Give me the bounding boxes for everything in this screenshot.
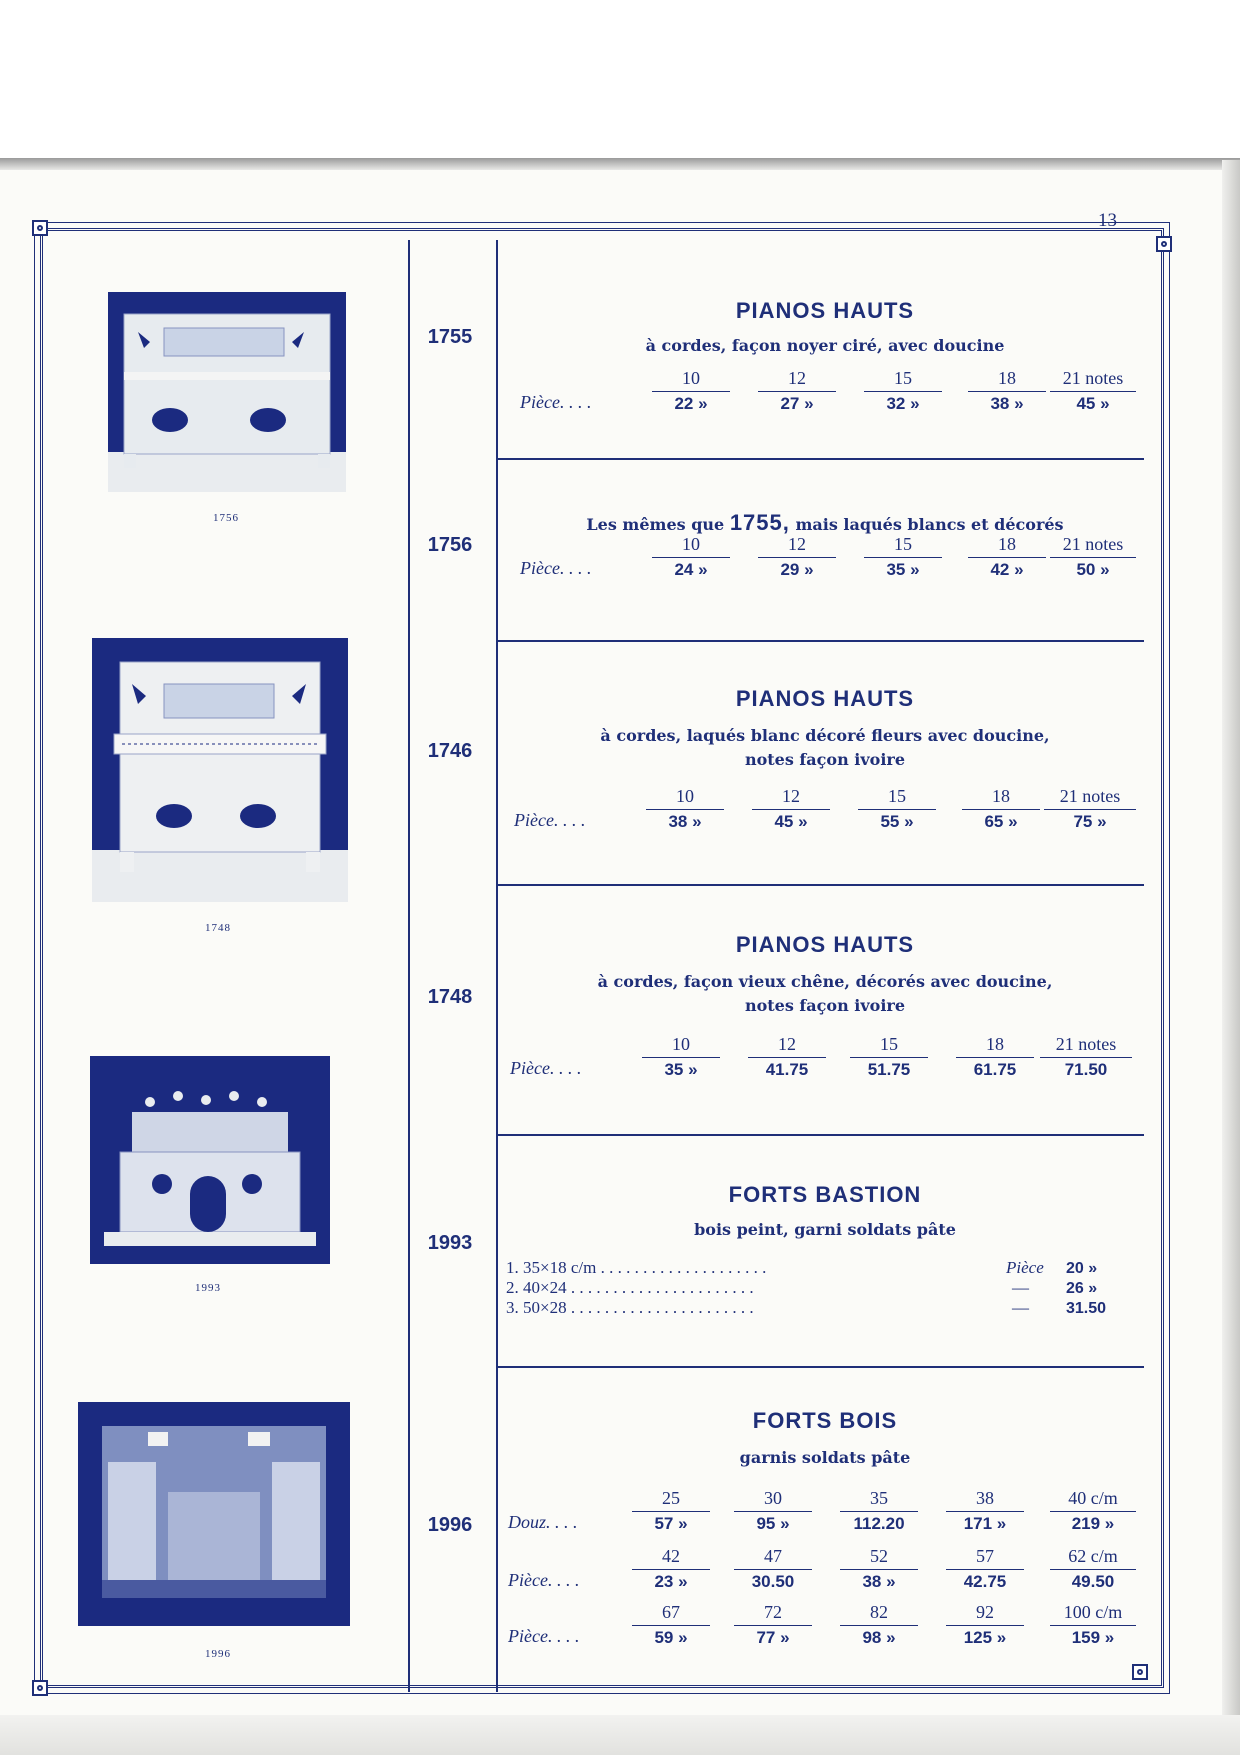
price-cell: 12 27 » bbox=[758, 368, 836, 414]
price-cell: 40 c/m 219 » bbox=[1050, 1488, 1136, 1534]
price-cell: 38 171 » bbox=[946, 1488, 1024, 1534]
section-subtitle: à cordes, façon vieux chêne, décorés avec doucine, bbox=[597, 972, 1053, 991]
section-divider bbox=[498, 458, 1144, 460]
section-subtitle-line2: notes façon ivoire bbox=[744, 750, 906, 769]
section-title: PIANOS HAUTS bbox=[735, 932, 915, 957]
price-cell: 72 77 » bbox=[734, 1602, 812, 1648]
catalog-number: 1748 bbox=[427, 986, 473, 1008]
price-cell: 21 notes 45 » bbox=[1050, 368, 1136, 414]
section-divider bbox=[498, 1366, 1144, 1368]
row-label: Pièce. . . . bbox=[520, 392, 592, 412]
section-divider bbox=[498, 640, 1144, 642]
price-cell: 35 112.20 bbox=[840, 1488, 918, 1534]
price-cell: 21 notes 71.50 bbox=[1040, 1034, 1132, 1080]
fort-size-line: 2. 40×24 . . . . . . . . . . . . . . . . . . . . . . bbox=[506, 1278, 754, 1297]
price-cell: 18 38 » bbox=[968, 368, 1046, 414]
section-subtitle: à cordes, laqués blanc décoré fleurs avec doucine, bbox=[600, 726, 1050, 745]
photo-caption: 1748 bbox=[205, 922, 231, 934]
price-cell: 47 30.50 bbox=[734, 1546, 812, 1592]
catalog-number: 1756 bbox=[427, 534, 473, 556]
price-cell: 42 23 » bbox=[632, 1546, 710, 1592]
price-cell: 12 29 » bbox=[758, 534, 836, 580]
price-cell: 52 38 » bbox=[840, 1546, 918, 1592]
scan-top-background bbox=[0, 0, 1240, 160]
price-cell: 18 61.75 bbox=[956, 1034, 1034, 1080]
price-cell: 18 65 » bbox=[962, 786, 1040, 832]
catalog-number: 1993 bbox=[427, 1232, 473, 1254]
price-cell: 82 98 » bbox=[840, 1602, 918, 1648]
section-subtitle: bois peint, garni soldats pâte bbox=[694, 1220, 956, 1239]
price-cell: 15 51.75 bbox=[850, 1034, 928, 1080]
fort-price: 31.50 bbox=[1066, 1300, 1107, 1317]
row-label: Pièce. . . . bbox=[510, 1058, 582, 1078]
fort-bois-photo-1996 bbox=[78, 1402, 350, 1626]
fort-bastion-photo-1993 bbox=[90, 1056, 330, 1264]
section-title: FORTS BOIS bbox=[752, 1408, 898, 1433]
piano-photo-1756 bbox=[108, 292, 346, 492]
price-cell: 10 35 » bbox=[642, 1034, 720, 1080]
section-title: Les mêmes que 1755, mais laqués blancs et décorés bbox=[586, 510, 1064, 535]
page-top-edge bbox=[0, 158, 1240, 170]
corner-ornament-icon bbox=[1156, 236, 1172, 252]
catalog-number: 1746 bbox=[427, 740, 473, 762]
price-cell: 10 38 » bbox=[646, 786, 724, 832]
price-cell: 12 41.75 bbox=[748, 1034, 826, 1080]
unit-label: — bbox=[1012, 1278, 1029, 1297]
section-divider bbox=[498, 1134, 1144, 1136]
catalog-number: 1755 bbox=[427, 326, 473, 348]
fort-size-line: 1. 35×18 c/m . . . . . . . . . . . . . . . . . . . . bbox=[506, 1258, 767, 1277]
price-cell: 15 35 » bbox=[864, 534, 942, 580]
price-cell: 10 24 » bbox=[652, 534, 730, 580]
fort-price: 20 » bbox=[1066, 1260, 1098, 1277]
section-subtitle-line2: notes façon ivoire bbox=[744, 996, 906, 1015]
price-cell: 10 22 » bbox=[652, 368, 730, 414]
unit-label: — bbox=[1012, 1298, 1029, 1317]
price-cell: 21 notes 50 » bbox=[1050, 534, 1136, 580]
photo-caption: 1756 bbox=[213, 512, 239, 524]
row-label: Pièce. . . . bbox=[508, 1626, 580, 1646]
price-cell: 15 32 » bbox=[864, 368, 942, 414]
row-label: Pièce. . . . bbox=[520, 558, 592, 578]
corner-ornament-icon bbox=[32, 220, 48, 236]
catalog-number: 1996 bbox=[427, 1514, 473, 1536]
price-cell: 18 42 » bbox=[968, 534, 1046, 580]
piano-photo-1748 bbox=[92, 638, 348, 902]
section-title: FORTS BASTION bbox=[728, 1182, 922, 1207]
section-divider bbox=[498, 884, 1144, 886]
fort-size-line: 3. 50×28 . . . . . . . . . . . . . . . . . . . . . . bbox=[506, 1298, 754, 1317]
section-title: PIANOS HAUTS bbox=[735, 298, 915, 323]
price-cell: 25 57 » bbox=[632, 1488, 710, 1534]
price-cell: 100 c/m 159 » bbox=[1050, 1602, 1136, 1648]
page-right-edge bbox=[1222, 160, 1240, 1755]
price-cell: 21 notes 75 » bbox=[1044, 786, 1136, 832]
corner-ornament-icon bbox=[1132, 1664, 1148, 1680]
section-subtitle: garnis soldats pâte bbox=[739, 1448, 911, 1467]
row-label: Pièce. . . . bbox=[508, 1570, 580, 1590]
section-subtitle: à cordes, façon noyer ciré, avec doucine bbox=[645, 336, 1005, 355]
photo-caption: 1996 bbox=[205, 1648, 231, 1660]
price-cell: 62 c/m 49.50 bbox=[1050, 1546, 1136, 1592]
price-cell: 92 125 » bbox=[946, 1602, 1024, 1648]
unit-label: Pièce bbox=[1006, 1258, 1044, 1277]
price-cell: 67 59 » bbox=[632, 1602, 710, 1648]
price-cell: 30 95 » bbox=[734, 1488, 812, 1534]
price-cell: 57 42.75 bbox=[946, 1546, 1024, 1592]
corner-ornament-icon bbox=[32, 1680, 48, 1696]
row-label: Pièce. . . . bbox=[514, 810, 586, 830]
page-bottom-edge bbox=[0, 1715, 1240, 1755]
column-divider-left bbox=[408, 240, 410, 1692]
row-label: Douz. . . . bbox=[508, 1512, 578, 1532]
photo-caption: 1993 bbox=[195, 1282, 221, 1294]
fort-price: 26 » bbox=[1066, 1280, 1098, 1297]
section-title: PIANOS HAUTS bbox=[735, 686, 915, 711]
page-number: 13 bbox=[1098, 210, 1117, 231]
price-cell: 12 45 » bbox=[752, 786, 830, 832]
price-cell: 15 55 » bbox=[858, 786, 936, 832]
